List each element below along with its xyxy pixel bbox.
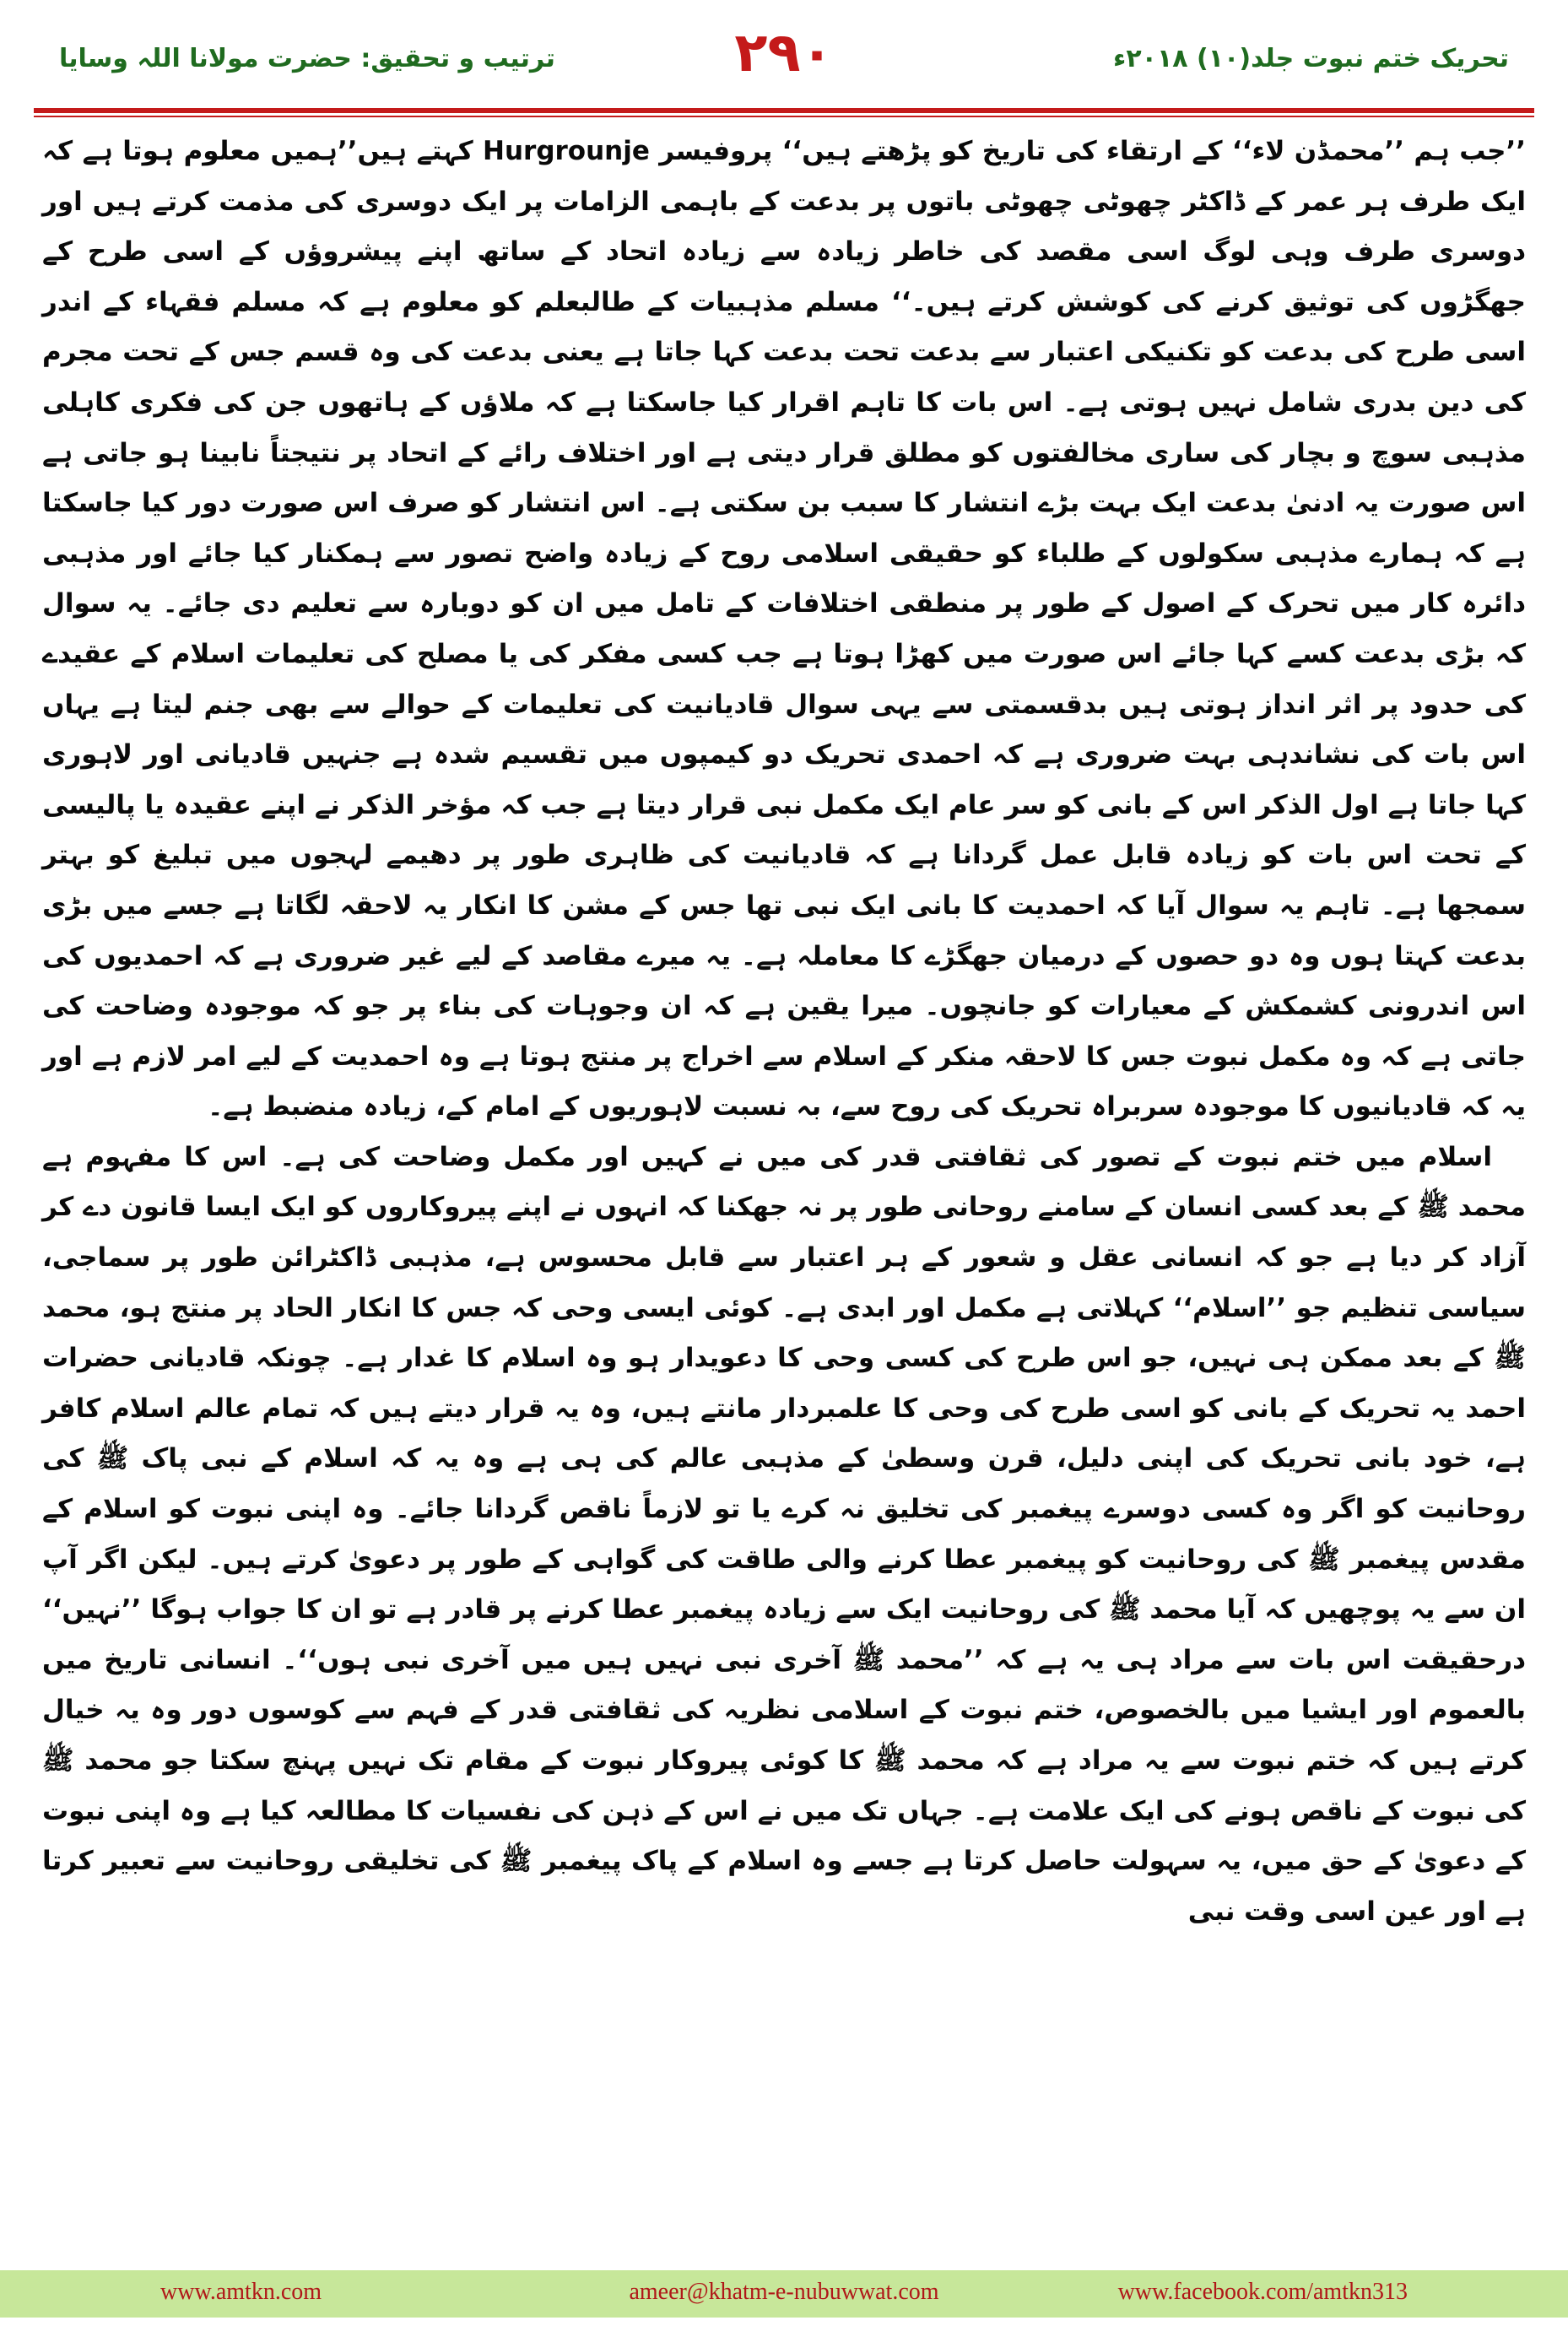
footer-email-link[interactable]: ameer@khatm-e-nubuwwat.com bbox=[629, 2279, 939, 2305]
book-title: تحریک ختم نبوت جلد(۱۰) ۲۰۱۸ء bbox=[1112, 44, 1509, 73]
compiler-credit: ترتیب و تحقیق: حضرت مولانا اللہ وسایا bbox=[59, 44, 555, 73]
page-header bbox=[34, 17, 1534, 110]
footer-website-link[interactable]: www.amtkn.com bbox=[160, 2279, 322, 2305]
page-footer bbox=[0, 2270, 1568, 2318]
header-divider bbox=[34, 108, 1534, 113]
header-divider-thin bbox=[34, 116, 1534, 117]
page-body bbox=[42, 127, 1526, 2177]
body-paragraph-2: اسلام میں ختم نبوت کے تصور کی ثقافتی قدر کی میں نے کہیں اور مکمل وضاحت کی ہے۔ اس کا مفہوم ہے محمد ﷺ کے بعد کسی انسان کے سامنے روحانی طور پر نہ جھکنا کہ انہوں نے اپنے پیروکاروں کو ایک ایسا قانون دے کر آزاد کر دیا ہے جو کہ انسانی عقل و شعور کے ہر اعتبار سے قابل محسوس ہے، مذہبی ڈاکٹرائن طور پر سماجی، سیاسی تنظیم جو ’’اسلام‘‘ کہلاتی ہے مکمل اور ابدی ہے۔ کوئی ایسی وحی کہ جس کا انکار الحاد پر منتج ہو، محمد ﷺ کے بعد ممکن ہی نہیں، جو اس طرح کی کسی وحی کا دعویدار ہو وہ اسلام کا غدار ہے۔ چونکہ قادیانی حضرات احمد یہ تحریک کے بانی کو اسی طرح کی وحی کا علمبردار مانتے ہیں، وہ یہ قرار دیتے ہیں کہ تمام عالم اسلام کافر ہے، خود بانی تحریک کی اپنی دلیل، قرن وسطیٰ کے مذہبی عالم کی ہی ہے وہ یہ کہ اسلام کے نبی پاک ﷺ کی روحانیت کو اگر وہ کسی دوسرے پیغمبر کی تخلیق نہ کرے یا تو لازماً ناقص گردانا جائے۔ وہ اپنی نبوت کو اسلام کے مقدس پیغمبر ﷺ کی روحانیت کو پیغمبر عطا کرنے والی طاقت کی گواہی کے طور پر دعویٰ کرتے ہیں۔ لیکن اگر آپ ان سے یہ پوچھیں کہ آیا محمد ﷺ کی روحانیت ایک سے زیادہ پیغمبر عطا کرنے پر قادر ہے تو ان کا جواب ہوگا ’’نہیں‘‘ درحقیقت اس بات سے مراد ہی یہ ہے کہ ’’محمد ﷺ آخری نبی نہیں ہیں میں آخری نبی ہوں‘‘۔ انسانی تاریخ میں بالعموم اور ایشیا میں بالخصوص، ختم نبوت کے اسلامی نظریہ کی ثقافتی قدر کے فہم سے کوسوں دور وہ یہ خیال کرتے ہیں کہ ختم نبوت سے یہ مراد ہے کہ محمد ﷺ کا کوئی پیروکار نبوت کے مقام تک نہیں پہنچ سکتا جو محمد ﷺ کی نبوت کے ناقص ہونے کی ایک علامت ہے۔ جہاں تک میں نے اس کے ذہن کی نفسیات کا مطالعہ کیا ہے وہ اپنی نبوت کے دعویٰ کے حق میں، یہ سہولت حاصل کرتا ہے جسے وہ اسلام کے پاک پیغمبر ﷺ کی تخلیقی روحانیت سے تعبیر کرتا ہے اور عین اسی وقت نبی bbox=[42, 1141, 1526, 1927]
page-number: ۲۹۰ bbox=[734, 22, 834, 84]
body-paragraph-1: ’’جب ہم ’’محمڈن لاء‘‘ کے ارتقاء کی تاریخ کو پڑھتے ہیں‘‘ پروفیسر Hurgrounje کہتے ہیں’’ہمیں معلوم ہوتا ہے کہ ایک طرف ہر عمر کے ڈاکٹر چھوٹی چھوٹی باتوں پر بدعت کے باہمی الزامات پر ایک دوسری کی مذمت کرتے ہیں اور دوسری طرف وہی لوگ اسی مقصد کی خاطر زیادہ سے زیادہ اتحاد کے ساتھ اپنے پیشروؤں کے اسی طرح کے جھگڑوں کی توثیق کرنے کی کوشش کرتے ہیں۔‘‘ مسلم مذہبیات کے طالبعلم کو معلوم ہے کہ مسلم فقہاء کے اندر اسی طرح کی بدعت کو تکنیکی اعتبار سے بدعت تحت بدعت کہا جاتا ہے یعنی بدعت کی وہ قسم جس کے تحت مجرم کی دین بدری شامل نہیں ہوتی ہے۔ اس بات کا تاہم اقرار کیا جاسکتا ہے کہ ملاؤں کے ہاتھوں جن کی فکری کاہلی مذہبی سوچ و بچار کی ساری مخالفتوں کو مطلق قرار دیتی ہے اور اختلاف رائے کے اتحاد پر نتیجتاً نابینا ہو جاتی ہے اس صورت یہ ادنیٰ بدعت ایک بہت بڑے انتشار کا سبب بن سکتی ہے۔ اس انتشار کو صرف اس صورت دور کیا جاسکتا ہے کہ ہمارے مذہبی سکولوں کے طلباء کو حقیقی اسلامی روح کے زیادہ واضح تصور سے ہمکنار کیا جائے اور مذہبی دائرہ کار میں تحرک کے اصول کے طور پر منطقی اختلافات کے تامل میں ان کو دوبارہ سے تعلیم دی جائے۔ یہ سوال کہ بڑی بدعت کسے کہا جائے اس صورت میں کھڑا ہوتا ہے جب کسی مفکر کی یا مصلح کی تعلیمات اسلام کے عقیدے کی حدود پر اثر انداز ہوتی ہیں بدقسمتی سے یہی سوال قادیانیت کی تعلیمات کے حوالے سے بھی جنم لیتا ہے یہاں اس بات کی نشاندہی بہت ضروری ہے کہ احمدی تحریک دو کیمپوں میں تقسیم شدہ ہے جنہیں قادیانی اور لاہوری کہا جاتا ہے اول الذکر اس کے بانی کو سر عام ایک مکمل نبی قرار دیتا ہے جب کہ مؤخر الذکر نے اپنے عقیدہ یا پالیسی کے تحت اس بات کو زیادہ قابل عمل گردانا ہے کہ قادیانیت کی ظاہری طور پر دھیمے لہجوں میں تبلیغ کو بہتر سمجھا ہے۔ تاہم یہ سوال آیا کہ احمدیت کا بانی ایک نبی تھا جس کے مشن کا انکار یہ لاحقہ لگاتا ہے جسے میں بڑی بدعت کہتا ہوں وہ دو حصوں کے درمیان جھگڑے کا معاملہ ہے۔ یہ میرے مقاصد کے لیے غیر ضروری ہے کہ احمدیوں کی اس اندرونی کشمکش کے معیارات کو جانچوں۔ میرا یقین ہے کہ ان وجوہات کی بناء پر جو کہ موجودہ وضاحت کی جاتی ہے کہ وہ مکمل نبوت جس کا لاحقہ منکر کے اسلام سے اخراج پر منتج ہوتا ہے وہ احمدیت کے لیے امر لازم ہے اور یہ کہ قادیانیوں کا موجودہ سربراہ تحریک کی روح سے، بہ نسبت لاہوریوں کے امام کے، زیادہ منضبط ہے۔ bbox=[42, 136, 1526, 1122]
footer-facebook-link[interactable]: www.facebook.com/amtkn313 bbox=[1117, 2279, 1408, 2305]
